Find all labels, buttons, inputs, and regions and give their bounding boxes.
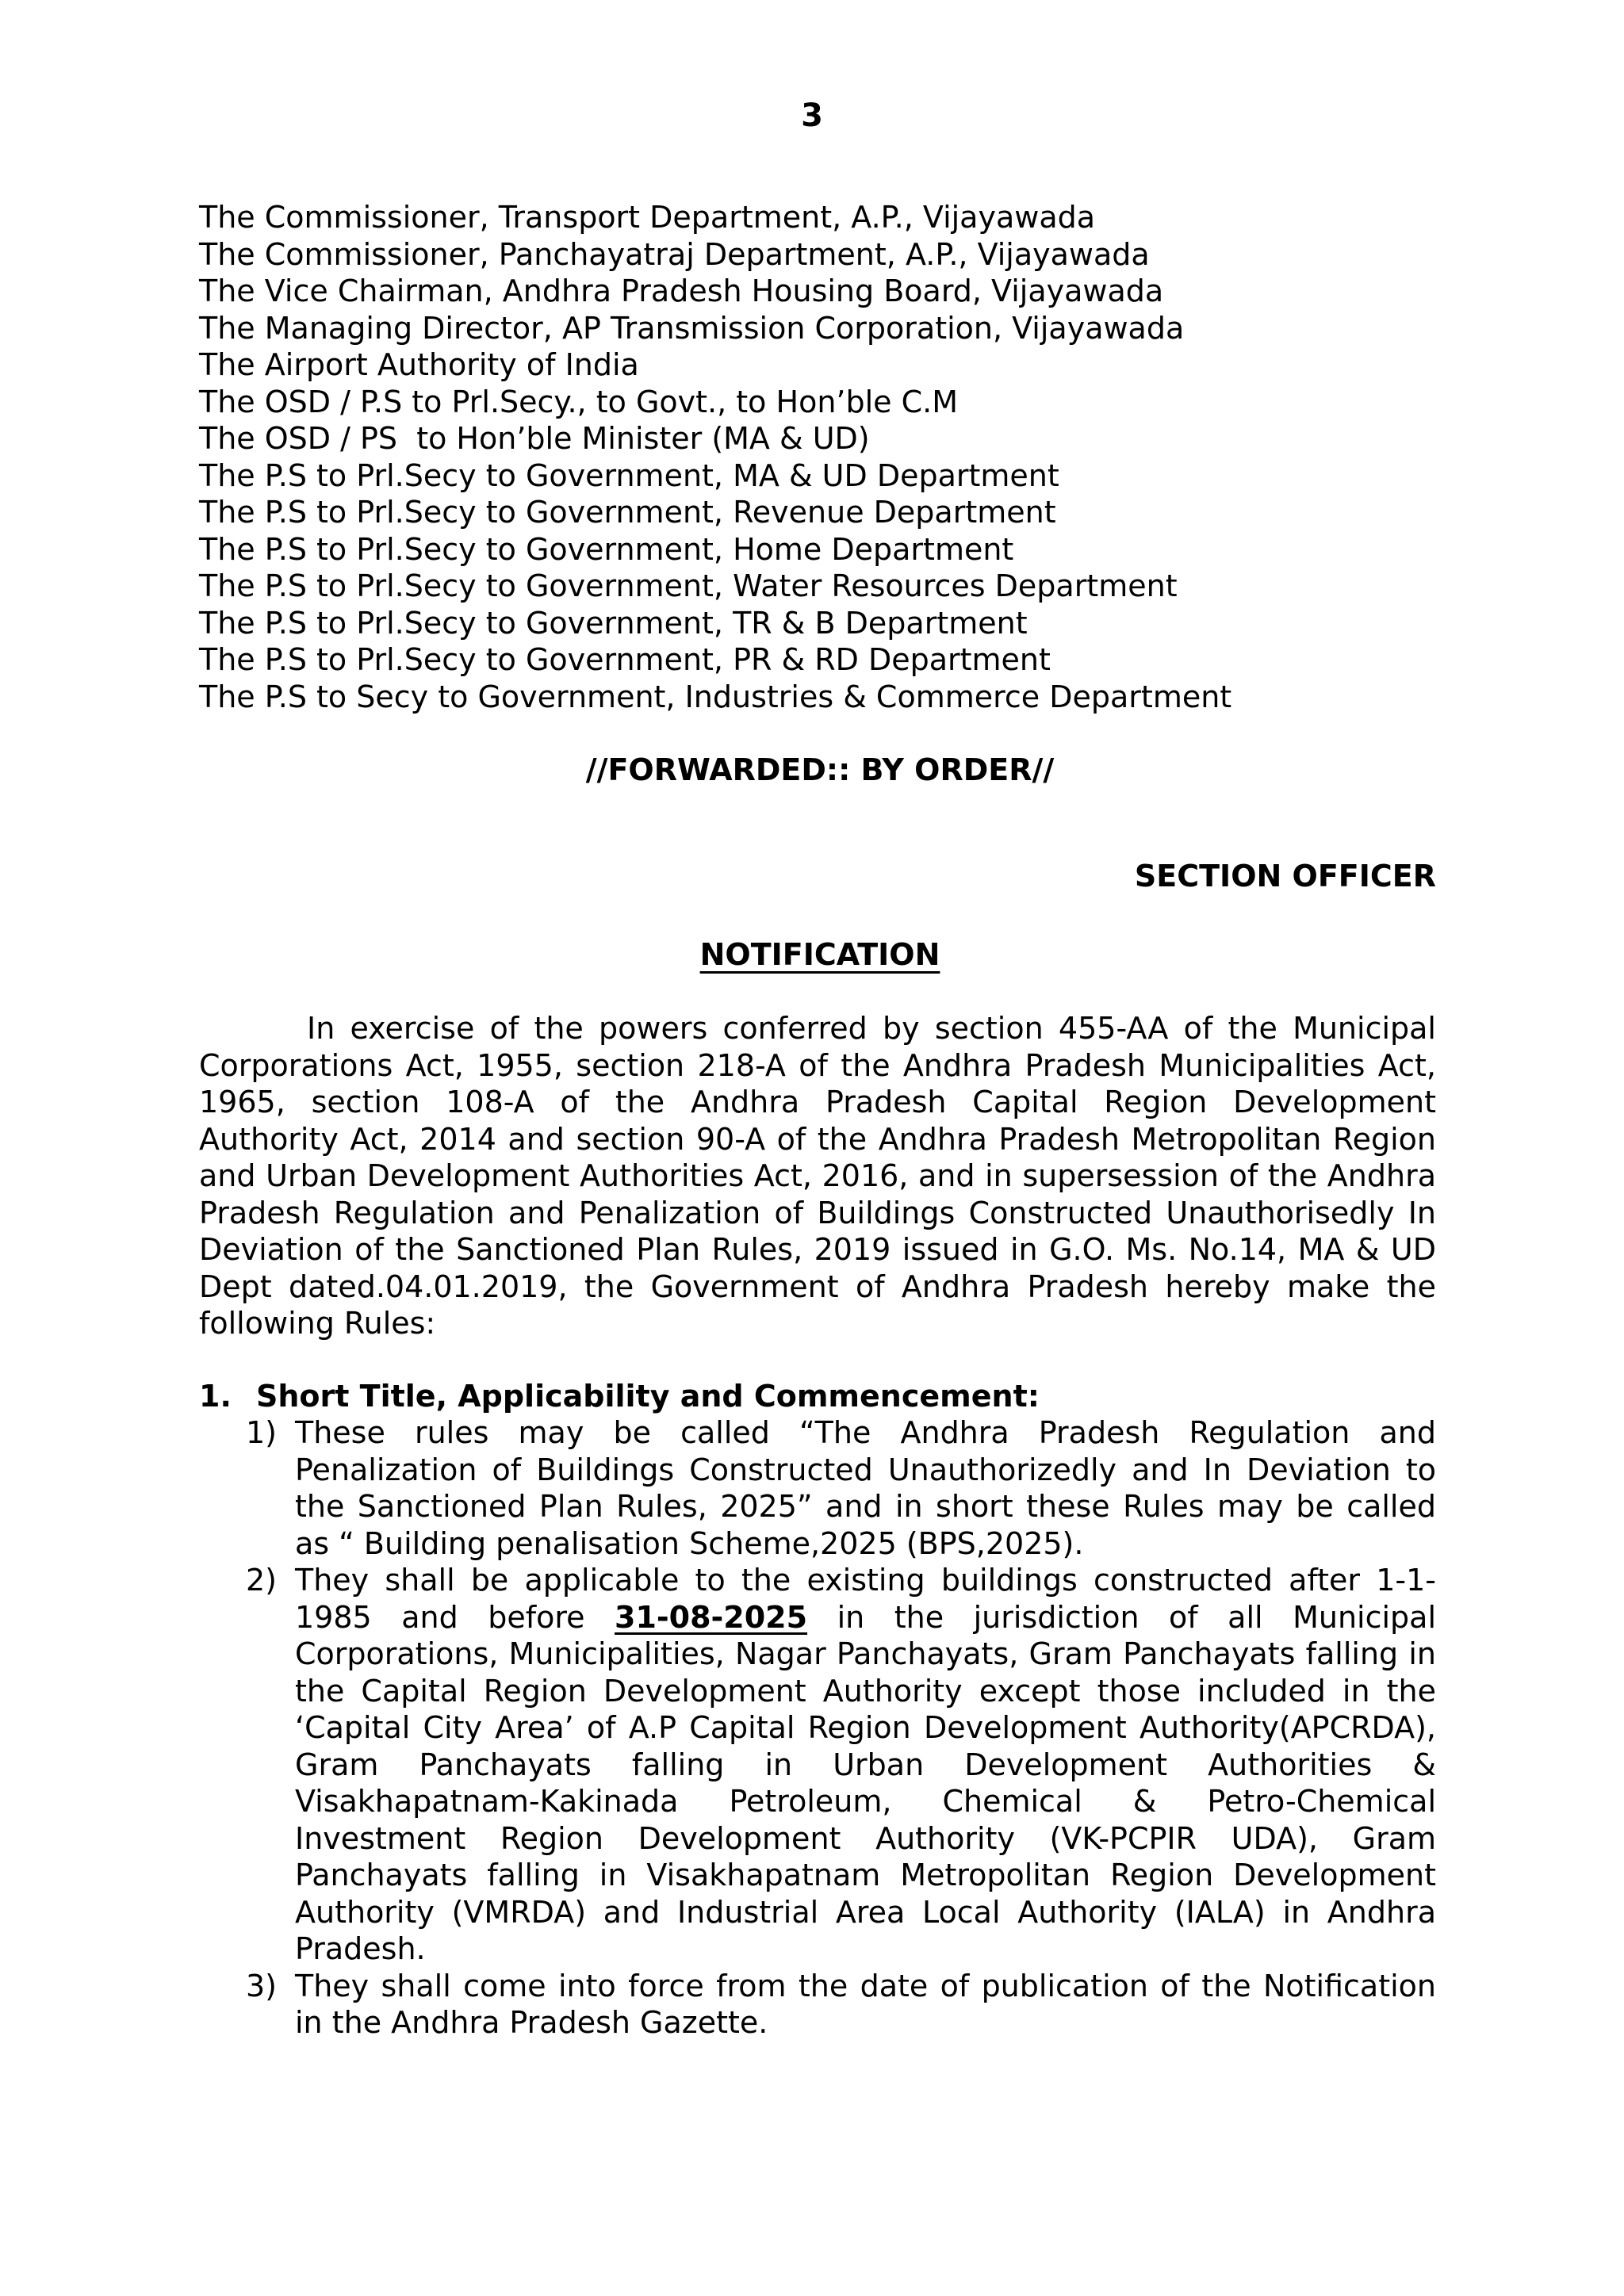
recipient-line: The OSD / PS to Hon’ble Minister (MA & UD) bbox=[199, 421, 870, 456]
rule-item bbox=[246, 1968, 1436, 2042]
recipient-line: The Airport Authority of India bbox=[199, 347, 639, 382]
section-number: 1. bbox=[199, 1379, 232, 1414]
recipient-line: The Commissioner, Transport Department, A.P., Vijayawada bbox=[199, 200, 1096, 235]
signatory-title: SECTION OFFICER bbox=[1134, 859, 1436, 894]
notification-heading: NOTIFICATION bbox=[699, 937, 940, 972]
rule-text-before: They shall be applicable to the existing buildings constructed after 1-1-1985 and before bbox=[295, 1563, 1436, 1635]
notification-preamble: In exercise of the powers conferred by section 455-AA of the Municipal Corporations Act, 1955, section 218-A of the Andhra Pradesh Municipalities Act, 1965, section 108-A of the Andhra Pradesh Capital Region Development Authority Act, 2014 and section 90-A of the Andhra Pradesh Metropolitan Region and Urban Development Authorities Act, 2016, and in supersession of the Andhra Pradesh Regulation and Penalization of Buildings Constructed Unauthorisedly In Deviation of the Sanctioned Plan Rules, 2019 issued in G.O. Ms. No.14, MA & UD Dept dated.04.01.2019, the Government of Andhra Pradesh hereby make the following Rules: bbox=[199, 1011, 1436, 1341]
cutoff-date: 31-08-2025 bbox=[615, 1599, 808, 1635]
rule-text: These rules may be called “The Andhra Pradesh Regulation and Penalization of Buildings Constructed Unauthorizedly and In Deviation to the Sanctioned Plan Rules, 2025” and in short these Rules may be called as “ Building penalisation Scheme,2025 (BPS,2025). bbox=[295, 1415, 1436, 1561]
section-title: Short Title, Applicability and Commencement: bbox=[256, 1379, 1040, 1414]
rule-number: 3) bbox=[246, 1968, 278, 2003]
recipient-line: The Managing Director, AP Transmission Corporation, Vijayawada bbox=[199, 310, 1185, 346]
rule-number: 1) bbox=[246, 1415, 278, 1450]
page-number: 3 bbox=[801, 98, 823, 134]
rule-item bbox=[246, 1414, 1436, 1562]
recipient-line: The P.S to Secy to Government, Industries & Commerce Department bbox=[199, 679, 1232, 714]
recipient-line: The P.S to Prl.Secy to Government, Home Department bbox=[199, 531, 1014, 567]
rule-item bbox=[246, 1562, 1436, 1968]
recipient-line: The P.S to Prl.Secy to Government, Revenue Department bbox=[199, 495, 1056, 530]
recipient-line: The Vice Chairman, Andhra Pradesh Housing Board, Vijayawada bbox=[199, 274, 1164, 308]
copy-to-list bbox=[199, 199, 1436, 715]
recipient-line: The OSD / P.S to Prl.Secy., to Govt., to Hon’ble C.M bbox=[199, 384, 959, 419]
rule-number: 2) bbox=[246, 1563, 278, 1598]
rule-text-after: in the jurisdiction of all Municipal Corporations, Municipalities, Nagar Panchayats, Gram Panchayats falling in the Capital Region Development Authority except those included in the ‘Capital City Area’ of A.P Capital Region Development Authority(APCRDA), Gram Panchayats falling in Urban Development Authorities & Visakhapatnam-Kakinada Petroleum, Chemical & Petro-Chemical Investment Region Development Authority (VK-PCPIR UDA), Gram Panchayats falling in Visakhapatnam Metropolitan Region Development Authority (VMRDA) and Industrial Area Local Authority (IALA) in Andhra Pradesh. bbox=[295, 1599, 1437, 1966]
rule-text: They shall come into force from the date of publication of the Notification in the Andhra Pradesh Gazette. bbox=[295, 1968, 1436, 2040]
recipient-line: The P.S to Prl.Secy to Government, MA & UD Department bbox=[199, 457, 1059, 493]
forwarded-by-order: //FORWARDED:: BY ORDER// bbox=[585, 752, 1055, 787]
recipient-line: The P.S to Prl.Secy to Government, PR & RD Department bbox=[199, 642, 1051, 677]
recipient-line: The Commissioner, Panchayatraj Department, A.P., Vijayawada bbox=[199, 236, 1150, 272]
recipient-line: The P.S to Prl.Secy to Government, TR & B Department bbox=[199, 605, 1028, 641]
recipient-line: The P.S to Prl.Secy to Government, Water Resources Department bbox=[199, 568, 1178, 603]
section-heading bbox=[199, 1378, 1436, 1415]
rule-list bbox=[246, 1414, 1436, 2042]
